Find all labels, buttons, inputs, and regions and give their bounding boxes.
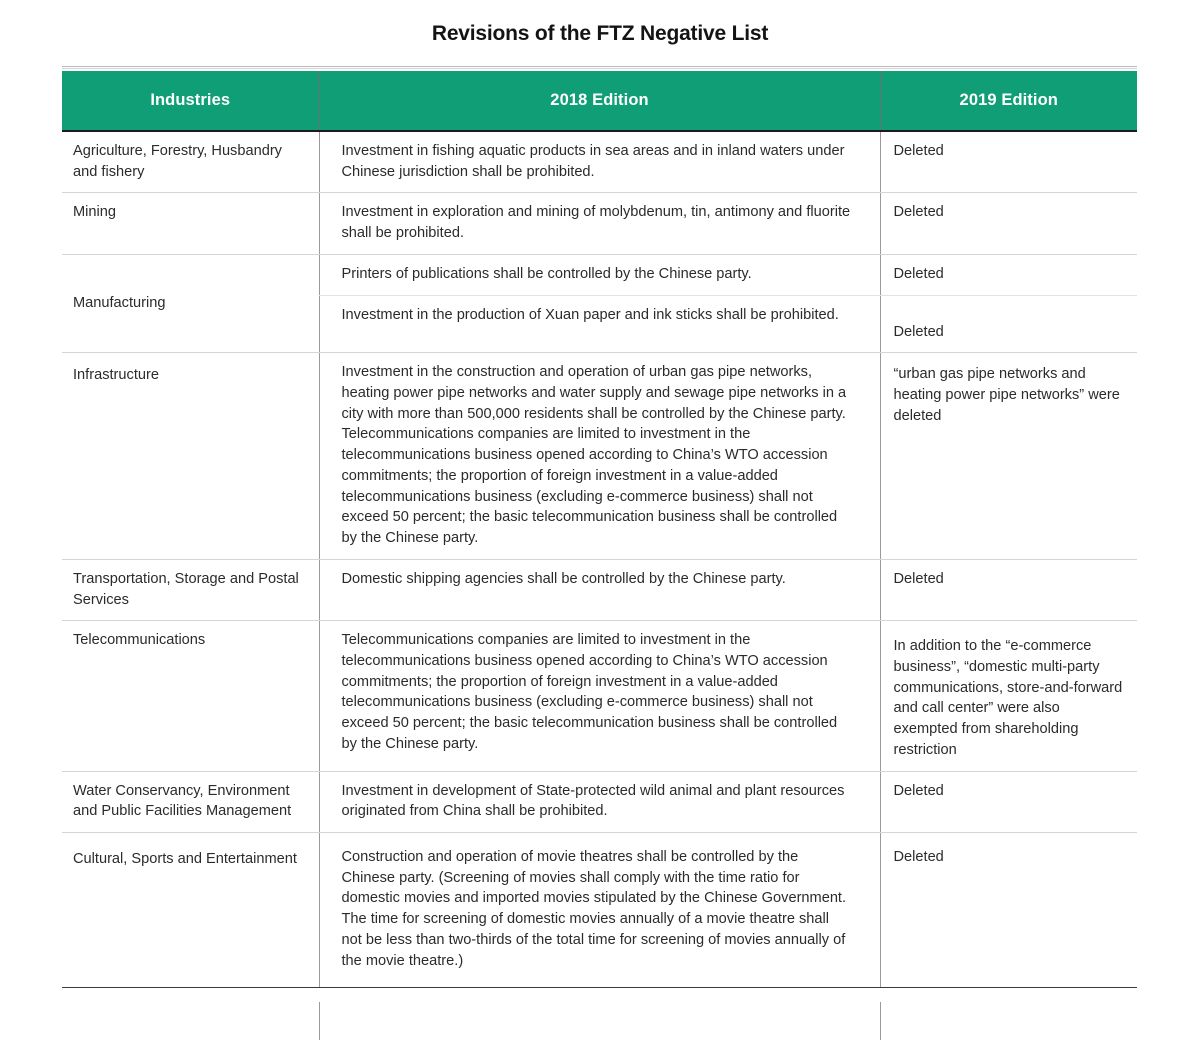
cell-industry: Cultural, Sports and Entertainment [62, 832, 319, 987]
cell-2019: Deleted [880, 193, 1137, 254]
cell-industry: Infrastructure [62, 353, 319, 559]
page-title: Revisions of the FTZ Negative List [431, 22, 769, 45]
cell-2018: Investment in fishing aquatic products in sea areas and in inland waters under Chinese jurisdiction shall be prohibited. [319, 131, 880, 193]
table-header-row [62, 71, 1137, 131]
cell-2019: Deleted [880, 254, 1137, 295]
column-divider-right [880, 1002, 881, 1040]
cell-industry: Agriculture, Forestry, Husbandry and fishery [62, 131, 319, 193]
table-row [62, 621, 1137, 771]
cell-2019: In addition to the “e-commerce business”, “domestic multi-party communications, store-and-forward and call center” were also exempted from shareholding restriction [880, 621, 1137, 771]
table-row [62, 832, 1137, 987]
table-row [62, 353, 1137, 559]
cell-2018: Telecommunications companies are limited to investment in the telecommunications business opened according to China’s WTO accession commitments; the proportion of foreign investment in a value-added telecommunications business (excluding e-commerce business) shall not exceed 50 percent; the basic telecommunication business shall be controlled by the Chinese party. [319, 621, 880, 771]
cell-industry: Mining [62, 193, 319, 254]
cell-2018: Investment in development of State-protected wild animal and plant resources originated from China shall be prohibited. [319, 771, 880, 832]
cell-2019: Deleted [880, 832, 1137, 987]
ftz-table-container [62, 66, 1137, 988]
cell-industry: Water Conservancy, Environment and Public Facilities Management [62, 771, 319, 832]
column-header-2019-edition: 2019 Edition [880, 71, 1137, 131]
cell-industry: Transportation, Storage and Postal Services [62, 559, 319, 620]
table-header [62, 71, 1137, 131]
cell-2019: Deleted [880, 771, 1137, 832]
cell-industry: Telecommunications [62, 621, 319, 771]
table-top-rule [62, 66, 1137, 67]
cell-2019: “urban gas pipe networks and heating power pipe networks” were deleted [880, 353, 1137, 559]
table-row [62, 771, 1137, 832]
table-row [62, 559, 1137, 620]
cell-2018: Construction and operation of movie theatres shall be controlled by the Chinese party. (Screening of movies shall comply with the time ratio for domestic movies and imported movies stipulated by the Chinese Government. The time for screening of domestic movies annually of a movie theatre shall not be less than two-thirds of the total time for screening of movies annually of the movie theatre.) [319, 832, 880, 987]
cell-2018: Investment in exploration and mining of molybdenum, tin, antimony and fluorite shall be prohibited. [319, 193, 880, 254]
cell-2018: Investment in the construction and operation of urban gas pipe networks, heating power pipe networks and water supply and sewage pipe networks in a city with more than 500,000 residents shall be controlled by the Chinese party. Telecommunications companies are limited to investment in the telecommunications business opened according to China’s WTO accession commitments; the proportion of foreign investment in a value-added telecommunications business (excluding e-commerce business) shall not exceed 50 percent; the basic telecommunication business shall be controlled by the Chinese party. [319, 353, 880, 559]
cell-industry: Manufacturing [62, 254, 319, 352]
cell-2019: Deleted [880, 131, 1137, 193]
table-row [62, 193, 1137, 254]
table-row [62, 254, 1137, 295]
column-header-2018-edition: 2018 Edition [319, 71, 880, 131]
table-row [62, 131, 1137, 193]
table-top-rule-secondary [62, 68, 1137, 69]
table-body [62, 131, 1137, 988]
column-divider-left [319, 1002, 320, 1040]
cell-2018: Domestic shipping agencies shall be controlled by the Chinese party. [319, 559, 880, 620]
cell-2018: Investment in the production of Xuan paper and ink sticks shall be prohibited. [319, 295, 880, 353]
cell-2018: Printers of publications shall be controlled by the Chinese party. [319, 254, 880, 295]
column-header-industries: Industries [62, 71, 319, 131]
cell-2019: Deleted [880, 559, 1137, 620]
table-truncated-row [62, 1002, 1137, 1040]
revisions-table [62, 71, 1137, 988]
cell-2019: Deleted [880, 295, 1137, 353]
